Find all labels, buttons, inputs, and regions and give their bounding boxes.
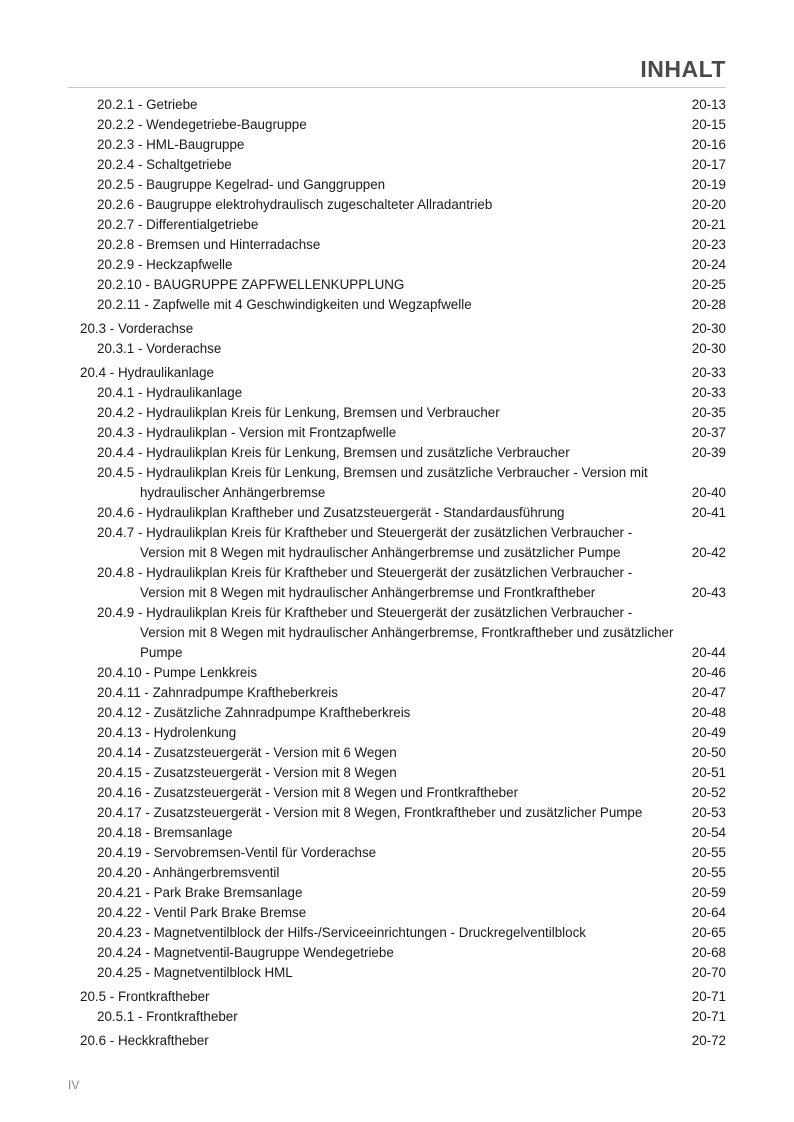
toc-section-entry[interactable]: [0, 363, 794, 383]
toc-entry-title-continuation: Pumpe: [140, 645, 183, 660]
toc-subsection-entry[interactable]: [0, 255, 794, 275]
toc-entry-page-number: 20-46: [691, 665, 726, 680]
toc-entry-page-number: 20-41: [691, 505, 726, 520]
toc-entry-page-number: 20-65: [691, 925, 726, 940]
toc-entry-title: 20.6 - Heckkraftheber: [80, 1033, 209, 1048]
toc-subsection-entry[interactable]: [0, 95, 794, 115]
toc-entry-page-number: 20-52: [691, 785, 726, 800]
toc-entry-page-number: 20-49: [691, 725, 726, 740]
toc-entry-page-number: 20-30: [691, 341, 726, 356]
toc-subsection-entry[interactable]: [0, 503, 794, 523]
toc-entry-page-number: 20-50: [691, 745, 726, 760]
toc-subsection-entry[interactable]: [0, 843, 794, 863]
toc-subsection-entry[interactable]: [0, 563, 794, 603]
toc-entry-title: 20.4.20 - Anhängerbremsventil: [97, 865, 280, 880]
toc-subsection-entry[interactable]: [0, 403, 794, 423]
toc-entry-title: 20.4.5 - Hydraulikplan Kreis für Lenkung, Bremsen und zusätzliche Verbraucher - Version mit: [97, 465, 648, 480]
toc-entry-title: 20.5.1 - Frontkraftheber: [97, 1009, 238, 1024]
toc-subsection-entry[interactable]: [0, 703, 794, 723]
toc-subsection-entry[interactable]: [0, 1007, 794, 1027]
toc-entry-page-number: 20-55: [691, 865, 726, 880]
toc-entry-title: 20.4 - Hydraulikanlage: [80, 365, 214, 380]
toc-entry-page-number: 20-53: [691, 805, 726, 820]
toc-subsection-entry[interactable]: [0, 235, 794, 255]
toc-entry-page-number: 20-54: [691, 825, 726, 840]
toc-entry-title: 20.2.7 - Differentialgetriebe: [97, 217, 259, 232]
page-number: IV: [68, 1078, 80, 1092]
toc-entry-page-number: 20-19: [691, 177, 726, 192]
toc-entry-title: 20.5 - Frontkraftheber: [80, 989, 210, 1004]
toc-entry-title: 20.4.9 - Hydraulikplan Kreis für Kraftheber und Steuergerät der zusätzlichen Verbraucher -: [97, 605, 633, 620]
toc-entry-title: 20.4.11 - Zahnradpumpe Kraftheberkreis: [97, 685, 338, 700]
toc-subsection-entry[interactable]: [0, 863, 794, 883]
toc-entry-title: 20.4.25 - Magnetventilblock HML: [97, 965, 293, 980]
toc-subsection-entry[interactable]: [0, 383, 794, 403]
toc-entry-title: 20.3 - Vorderachse: [80, 321, 194, 336]
toc-subsection-entry[interactable]: [0, 783, 794, 803]
toc-entry-title: 20.4.18 - Bremsanlage: [97, 825, 233, 840]
toc-entry-title: 20.4.2 - Hydraulikplan Kreis für Lenkung, Bremsen und Verbraucher: [97, 405, 500, 420]
toc-entry-page-number: 20-35: [691, 405, 726, 420]
toc-entry-title: 20.2.3 - HML-Baugruppe: [97, 137, 245, 152]
toc-entry-title: 20.4.15 - Zusatzsteuergerät - Version mit 8 Wegen: [97, 765, 397, 780]
toc-entry-page-number: 20-70: [691, 965, 726, 980]
page-title: INHALT: [640, 56, 726, 82]
toc-entry-title: 20.4.3 - Hydraulikplan - Version mit Frontzapfwelle: [97, 425, 397, 440]
toc-entry-page-number: 20-37: [691, 425, 726, 440]
toc-subsection-entry[interactable]: [0, 663, 794, 683]
toc-entry-page-number: 20-59: [691, 885, 726, 900]
toc-entry-page-number: 20-71: [691, 989, 726, 1004]
toc-subsection-entry[interactable]: [0, 195, 794, 215]
toc-entry-title: 20.4.17 - Zusatzsteuergerät - Version mit 8 Wegen, Frontkraftheber und zusätzlicher Pumpe: [97, 805, 643, 820]
toc-entry-title: 20.4.4 - Hydraulikplan Kreis für Lenkung, Bremsen und zusätzliche Verbraucher: [97, 445, 570, 460]
toc-subsection-entry[interactable]: [0, 723, 794, 743]
toc-entry-title: 20.2.10 - BAUGRUPPE ZAPFWELLENKUPPLUNG: [97, 277, 405, 292]
toc-entry-page-number: 20-51: [691, 765, 726, 780]
toc-entry-page-number: 20-13: [691, 97, 726, 112]
toc-entry-title: 20.4.14 - Zusatzsteuergerät - Version mit 6 Wegen: [97, 745, 397, 760]
toc-entry-page-number: 20-47: [691, 685, 726, 700]
toc-subsection-entry[interactable]: [0, 803, 794, 823]
toc-entry-title: 20.4.8 - Hydraulikplan Kreis für Kraftheber und Steuergerät der zusätzlichen Verbraucher -: [97, 565, 633, 580]
toc-entry-title: 20.2.6 - Baugruppe elektrohydraulisch zugeschalteter Allradantrieb: [97, 197, 493, 212]
toc-entry-title: 20.4.22 - Ventil Park Brake Bremse: [97, 905, 307, 920]
toc-entry-title: 20.4.21 - Park Brake Bremsanlage: [97, 885, 303, 900]
toc-entry-title: 20.2.9 - Heckzapfwelle: [97, 257, 233, 272]
toc-entry-title: 20.2.5 - Baugruppe Kegelrad- und Ganggruppen: [97, 177, 386, 192]
toc-subsection-entry[interactable]: [0, 339, 794, 359]
toc-entry-page-number: 20-72: [691, 1033, 726, 1048]
toc-entry-page-number: 20-28: [691, 297, 726, 312]
toc-entry-page-number: 20-21: [691, 217, 726, 232]
toc-entry-title: 20.4.10 - Pumpe Lenkkreis: [97, 665, 258, 680]
header-rule: [68, 87, 726, 88]
toc-subsection-entry[interactable]: [0, 175, 794, 195]
toc-subsection-entry[interactable]: [0, 275, 794, 295]
toc-entry-title: 20.4.7 - Hydraulikplan Kreis für Kraftheber und Steuergerät der zusätzlichen Verbraucher -: [97, 525, 633, 540]
toc-section-entry[interactable]: [0, 987, 794, 1007]
toc-entry-page-number: 20-20: [691, 197, 726, 212]
toc-entry-page-number: 20-40: [691, 485, 726, 500]
toc-subsection-entry[interactable]: [0, 903, 794, 923]
toc-entry-page-number: 20-16: [691, 137, 726, 152]
toc-subsection-entry[interactable]: [0, 603, 794, 663]
toc-entry-page-number: 20-39: [691, 445, 726, 460]
toc-section-entry[interactable]: [0, 319, 794, 339]
toc-subsection-entry[interactable]: [0, 743, 794, 763]
toc-entry-page-number: 20-25: [691, 277, 726, 292]
toc-subsection-entry[interactable]: [0, 923, 794, 943]
table-of-contents: [0, 95, 794, 1051]
toc-subsection-entry[interactable]: [0, 295, 794, 315]
toc-subsection-entry[interactable]: [0, 963, 794, 983]
toc-entry-page-number: 20-42: [691, 545, 726, 560]
toc-entry-title-continuation: Version mit 8 Wegen mit hydraulischer Anhängerbremse und Frontkraftheber: [140, 585, 596, 600]
toc-entry-page-number: 20-23: [691, 237, 726, 252]
toc-subsection-entry[interactable]: [0, 423, 794, 443]
toc-entry-page-number: 20-64: [691, 905, 726, 920]
toc-entry-page-number: 20-44: [691, 645, 726, 660]
toc-subsection-entry[interactable]: [0, 763, 794, 783]
toc-subsection-entry[interactable]: [0, 135, 794, 155]
toc-entry-title: 20.4.6 - Hydraulikplan Kraftheber und Zusatzsteuergerät - Standardausführung: [97, 505, 565, 520]
toc-entry-title-continuation: hydraulischer Anhängerbremse: [140, 485, 326, 500]
toc-subsection-entry[interactable]: [0, 883, 794, 903]
toc-entry-title: 20.2.4 - Schaltgetriebe: [97, 157, 232, 172]
toc-entry-title: 20.2.8 - Bremsen und Hinterradachse: [97, 237, 321, 252]
toc-entry-page-number: 20-71: [691, 1009, 726, 1024]
toc-entry-page-number: 20-68: [691, 945, 726, 960]
toc-entry-title: 20.4.1 - Hydraulikanlage: [97, 385, 243, 400]
toc-entry-title: 20.3.1 - Vorderachse: [97, 341, 222, 356]
toc-entry-page-number: 20-55: [691, 845, 726, 860]
toc-entry-page-number: 20-33: [691, 365, 726, 380]
toc-entry-page-number: 20-24: [691, 257, 726, 272]
toc-entry-title: 20.4.24 - Magnetventil-Baugruppe Wendegetriebe: [97, 945, 394, 960]
toc-entry-page-number: 20-48: [691, 705, 726, 720]
toc-subsection-entry[interactable]: [0, 115, 794, 135]
toc-entry-page-number: 20-30: [691, 321, 726, 336]
toc-entry-title: 20.2.11 - Zapfwelle mit 4 Geschwindigkeiten und Wegzapfwelle: [97, 297, 472, 312]
toc-entry-title-continuation: Version mit 8 Wegen mit hydraulischer Anhängerbremse, Frontkraftheber und zusätzlicher: [140, 625, 674, 640]
toc-entry-title: 20.4.12 - Zusätzliche Zahnradpumpe Kraftheberkreis: [97, 705, 411, 720]
toc-entry-title: 20.4.23 - Magnetventilblock der Hilfs-/Serviceeinrichtungen - Druckregelventilblock: [97, 925, 586, 940]
toc-section-entry[interactable]: [0, 1031, 794, 1051]
toc-entry-page-number: 20-33: [691, 385, 726, 400]
toc-entry-title: 20.4.19 - Servobremsen-Ventil für Vorderachse: [97, 845, 377, 860]
toc-subsection-entry[interactable]: [0, 215, 794, 235]
toc-entry-title-continuation: Version mit 8 Wegen mit hydraulischer Anhängerbremse und zusätzlicher Pumpe: [140, 545, 621, 560]
toc-subsection-entry[interactable]: [0, 943, 794, 963]
toc-subsection-entry[interactable]: [0, 683, 794, 703]
toc-entry-page-number: 20-43: [691, 585, 726, 600]
toc-entry-page-number: 20-15: [691, 117, 726, 132]
toc-subsection-entry[interactable]: [0, 155, 794, 175]
toc-subsection-entry[interactable]: [0, 823, 794, 843]
toc-entry-title: 20.4.13 - Hydrolenkung: [97, 725, 237, 740]
toc-entry-title: 20.4.16 - Zusatzsteuergerät - Version mit 8 Wegen und Frontkraftheber: [97, 785, 519, 800]
toc-subsection-entry[interactable]: [0, 463, 794, 503]
toc-entry-page-number: 20-17: [691, 157, 726, 172]
toc-entry-title: 20.2.1 - Getriebe: [97, 97, 198, 112]
toc-subsection-entry[interactable]: [0, 523, 794, 563]
toc-subsection-entry[interactable]: [0, 443, 794, 463]
toc-entry-title: 20.2.2 - Wendegetriebe-Baugruppe: [97, 117, 307, 132]
